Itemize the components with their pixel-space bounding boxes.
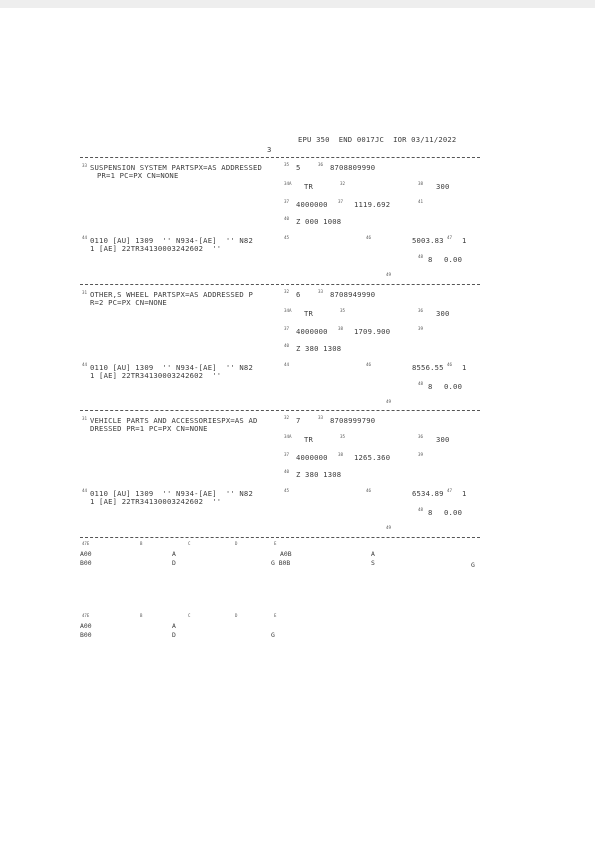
reference-line: 0110 [AU] 1309 '' N934-[AE] '' N82 — [90, 236, 253, 245]
item-sequence: 5 — [296, 163, 301, 172]
grid-cell: A0B — [280, 550, 292, 558]
tax-amount: 0.00 — [444, 382, 463, 391]
commodity-code: 8708999790 — [330, 416, 376, 425]
grid-col-header: D — [235, 613, 238, 618]
grid-cell: A00 — [80, 622, 92, 630]
grid-col-header: C — [188, 613, 191, 618]
item-sequence: 7 — [296, 416, 301, 425]
cpc-code: 4000000 — [296, 200, 328, 209]
reference-line-cont: 1 [AE] 22TR34130003242602 '' — [90, 497, 222, 506]
item-description: OTHER,S WHEEL PARTSPX=AS ADDRESSED P — [90, 290, 253, 299]
tax-method: 8 — [428, 508, 433, 517]
grid-cell: G — [471, 561, 475, 569]
divider — [80, 157, 480, 158]
grid-cell: B00 — [80, 631, 92, 639]
reference-line-cont: 1 [AE] 22TR34130003242602 '' — [90, 244, 222, 253]
net-mass: 1265.360 — [354, 453, 391, 462]
reference-line-cont: 1 [AE] 22TR34130003242602 '' — [90, 371, 222, 380]
net-mass: 1119.692 — [354, 200, 391, 209]
item-description: SUSPENSION SYSTEM PARTSPX=AS ADDRESSED — [90, 163, 263, 172]
net-mass: 1709.900 — [354, 327, 391, 336]
procedure-code: 300 — [436, 182, 450, 191]
previous-document: Z 000 1008 — [296, 217, 342, 226]
grid-col-header: B — [140, 541, 143, 546]
procedure-code: 300 — [436, 309, 450, 318]
reference-line: 0110 [AU] 1309 '' N934-[AE] '' N82 — [90, 363, 253, 372]
grid-col-header: E — [274, 541, 277, 546]
grid-cell: A — [371, 550, 375, 558]
grid-cell: A00 — [80, 550, 92, 558]
scan-top-edge — [0, 0, 595, 8]
grid-box-number: 47E — [82, 613, 90, 618]
item-description: VEHICLE PARTS AND ACCESSORIESPX=AS AD — [90, 416, 258, 425]
item-description-cont: R=2 PC=PX CN=NONE — [90, 298, 167, 307]
previous-document: Z 380 1308 — [296, 344, 342, 353]
tax-method: 8 — [428, 382, 433, 391]
item-value: 5003.83 — [412, 236, 444, 245]
country-code: TR — [304, 435, 314, 444]
grid-cell: A — [172, 550, 176, 558]
item-description-cont: PR=1 PC=PX CN=NONE — [97, 171, 179, 180]
divider — [80, 284, 480, 285]
country-code: TR — [304, 309, 314, 318]
document-header-line: EPU 350 END 0017JC IOR 03/11/2022 — [298, 135, 457, 144]
tax-amount: 0.00 — [444, 508, 463, 517]
tax-amount: 0.00 — [444, 255, 463, 264]
tax-method: 8 — [428, 255, 433, 264]
commodity-code: 8708809990 — [330, 163, 376, 172]
grid-cell: B00 — [80, 559, 92, 567]
item-sequence: 6 — [296, 290, 301, 299]
grid-box-number: 47E — [82, 541, 90, 546]
divider — [80, 537, 480, 538]
reference-line: 0110 [AU] 1309 '' N934-[AE] '' N82 — [90, 489, 253, 498]
page-number: 3 — [267, 145, 272, 154]
grid-col-header: E — [274, 613, 277, 618]
grid-cell: D — [172, 559, 176, 567]
item-value: 6534.89 — [412, 489, 444, 498]
grid-cell: A — [172, 622, 176, 630]
grid-cell: S — [371, 559, 375, 567]
grid-col-header: C — [188, 541, 191, 546]
item-quantity: 1 — [462, 363, 467, 372]
item-quantity: 1 — [462, 489, 467, 498]
grid-cell: G — [271, 631, 275, 639]
commodity-code: 8708949990 — [330, 290, 376, 299]
grid-cell: G B0B — [271, 559, 291, 567]
procedure-code: 300 — [436, 435, 450, 444]
grid-cell: D — [172, 631, 176, 639]
cpc-code: 4000000 — [296, 327, 328, 336]
item-quantity: 1 — [462, 236, 467, 245]
grid-col-header: D — [235, 541, 238, 546]
previous-document: Z 380 1308 — [296, 470, 342, 479]
item-value: 8556.55 — [412, 363, 444, 372]
divider — [80, 410, 480, 411]
item-description-cont: DRESSED PR=1 PC=PX CN=NONE — [90, 424, 208, 433]
country-code: TR — [304, 182, 314, 191]
grid-col-header: B — [140, 613, 143, 618]
cpc-code: 4000000 — [296, 453, 328, 462]
